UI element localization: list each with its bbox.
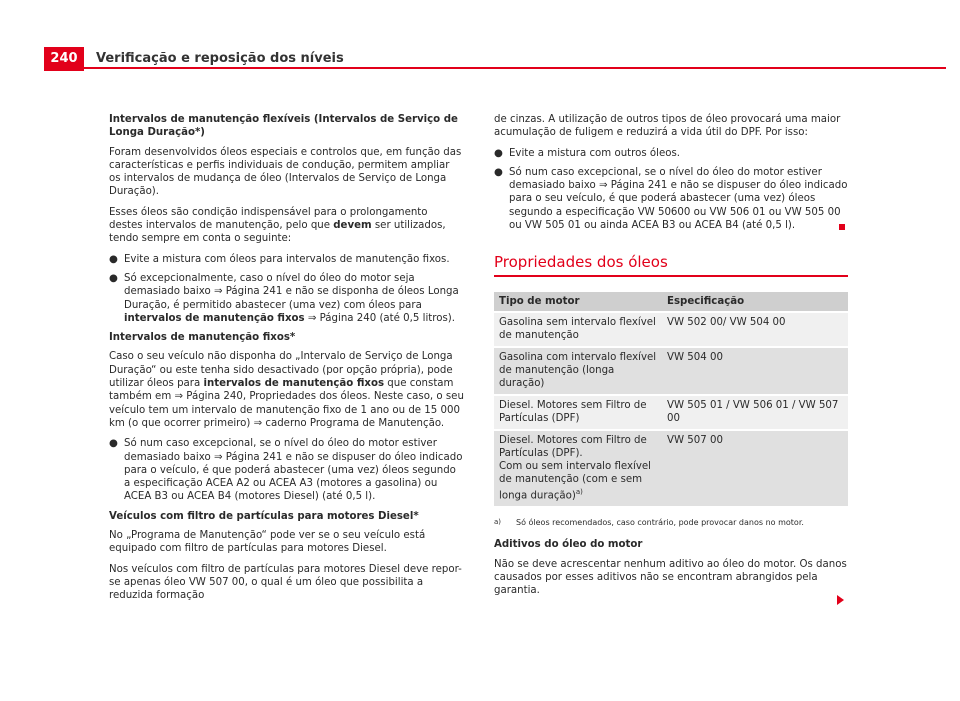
oil-specification-table: [494, 292, 848, 506]
oil-condition-paragraph: [109, 206, 464, 246]
text-run: Com ou sem intervalo flexível de manutenção (com e sem longa duração): [499, 460, 651, 502]
table-row: [494, 396, 848, 429]
text-run: Caso o seu veículo não disponha do „Intervalo de Serviço de Longa Duração“ ou este tenha sido desactivado (por opção própria), pode utilizar óleos para: [109, 351, 453, 390]
header-divider: [44, 67, 946, 69]
flexible-intervals-heading: Intervalos de manutenção flexíveis (Intervalos de Serviço de Longa Duração*): [109, 114, 458, 139]
diesel-filter-heading: Veículos com filtro de partículas para motores Diesel*: [109, 510, 419, 522]
additives-paragraph: Não se deve acrescentar nenhum aditivo ao óleo do motor. Os danos causados por esses aditivos não se encontram abrangidos pela garantia.: [494, 558, 847, 597]
bullet-icon: ●: [109, 272, 118, 284]
bullet-icon: ●: [494, 147, 503, 159]
text-run: Diesel. Motores com Filtro de Partículas (DPF).: [499, 434, 647, 459]
bullet-icon: ●: [109, 438, 118, 450]
table-row: [494, 431, 848, 506]
engine-cell: Gasolina com intervalo flexível de manutenção (longa duração): [494, 348, 662, 394]
table-footnote: [494, 516, 848, 529]
column-header-engine: Tipo de motor: [494, 292, 662, 311]
continue-arrow-icon: [837, 595, 844, 605]
footnote-mark: a): [494, 518, 502, 527]
section-divider: [494, 275, 848, 277]
table-header-row: [494, 292, 848, 311]
diesel-oil-paragraph: Nos veículos com filtro de partículas para motores Diesel deve repor-se apenas óleo VW 507 00, o qual é um óleo que possibilita a reduzida formação: [109, 563, 462, 602]
fixed-intervals-heading: Intervalos de manutenção fixos*: [109, 332, 296, 344]
engine-cell: Gasolina sem intervalo flexível de manutenção: [494, 313, 662, 346]
right-column: [494, 113, 848, 605]
text-run: que constam também em ⇒ Página 240, Propriedades dos óleos. Neste caso, o seu veículo tem um intervalo de manutenção fixo de 1 ano ou de 15 000 km (o que ocorrer primeiro) ⇒ caderno Programa de Manutenção.: [109, 378, 464, 429]
text-run: Só excepcionalmente, caso o nível do óleo do motor seja demasiado baixo ⇒ Página 241 e não se disponha de óleos Longa Duração, é permitido abastecer (uma vez) com óleos para: [124, 272, 459, 311]
ash-paragraph: de cinzas. A utilização de outros tipos de óleo provocará uma maior acumulação de fuligem e reduzirá a vida útil do DPF. Por isso:: [494, 114, 841, 139]
list-item: [494, 147, 848, 160]
list-item: [494, 166, 848, 232]
text-run: Esses óleos são condição indispensável para o prolongamento destes intervalos de manutenção, pelo que: [109, 206, 428, 232]
oil-properties-title: Propriedades dos óleos: [494, 253, 668, 272]
text-run: ser utilizados, tendo sempre em conta o seguinte:: [109, 220, 446, 245]
fixed-intervals-paragraph: [109, 350, 464, 430]
diesel-filter-paragraph: No „Programa de Manutenção“ pode ver se o seu veículo está equipado com filtro de partículas para motores Diesel.: [109, 530, 426, 555]
page-header-title: Verificação e reposição dos níveis: [96, 51, 344, 66]
footnote-text: Só óleos recomendados, caso contrário, pode provocar danos no motor.: [516, 518, 804, 528]
list-item: [109, 272, 464, 325]
additives-heading: Aditivos do óleo do motor: [494, 539, 643, 551]
engine-cell: [494, 431, 662, 506]
list-item-text: Só num caso excepcional, se o nível do óleo do motor estiver demasiado baixo ⇒ Página 241 e não se dispuser do óleo indicado para o seu veículo, é que poderá abastecer (uma vez) óleos segundo a especificação VW 50600 ou VW 506 01 ou VW 505 00 ou VW 505 01 ou ainda ACEA B3 ou ACEA B4 (até 0,5 l).: [509, 166, 848, 232]
text-run: ⇒ Página 240 (até 0,5 litros).: [304, 312, 455, 324]
spec-cell: VW 505 01 / VW 506 01 / VW 507 00: [662, 396, 848, 429]
spec-cell: VW 502 00/ VW 504 00: [662, 313, 848, 346]
emphasis-text: intervalos de manutenção fixos: [203, 378, 385, 390]
spec-cell: VW 504 00: [662, 348, 848, 394]
emphasis-text: intervalos de manutenção fixos: [124, 312, 305, 324]
table-row: [494, 348, 848, 394]
bullet-icon: ●: [109, 253, 118, 265]
footnote-reference: a): [575, 487, 583, 496]
bullet-icon: ●: [494, 166, 503, 178]
table-row: [494, 313, 848, 346]
engine-cell: Diesel. Motores sem Filtro de Partículas (DPF): [494, 396, 662, 429]
list-item-text: Só num caso excepcional, se o nível do óleo do motor estiver demasiado baixo ⇒ Página 241 e não se dispuser do óleo indicado para o veículo, é que poderá abastecer (uma vez) óleos segundo a especificação ACEA A2 ou ACEA A3 (motores a gasolina) ou ACEA B3 ou ACEA B4 (motores Diesel) (até 0,5 l).: [124, 438, 463, 503]
list-item: [109, 253, 464, 266]
column-header-spec: Especificação: [662, 292, 848, 311]
list-item-text: [124, 272, 464, 325]
flexible-intervals-paragraph: Foram desenvolvidos óleos especiais e controlos que, em função das características e perfis individuais de condução, permitem ampliar os intervalos de mudança de óleo (Intervalos de Serviço de Longa Duração).: [109, 146, 462, 198]
list-item: [109, 437, 464, 503]
left-column: [109, 113, 464, 610]
list-item-text: Evite a mistura com óleos para intervalos de manutenção fixos.: [124, 253, 450, 265]
page-number: 240: [44, 47, 84, 71]
list-item-text: Evite a mistura com outros óleos.: [509, 147, 680, 159]
emphasis-text: devem: [333, 220, 372, 232]
spec-cell: VW 507 00: [662, 431, 848, 506]
